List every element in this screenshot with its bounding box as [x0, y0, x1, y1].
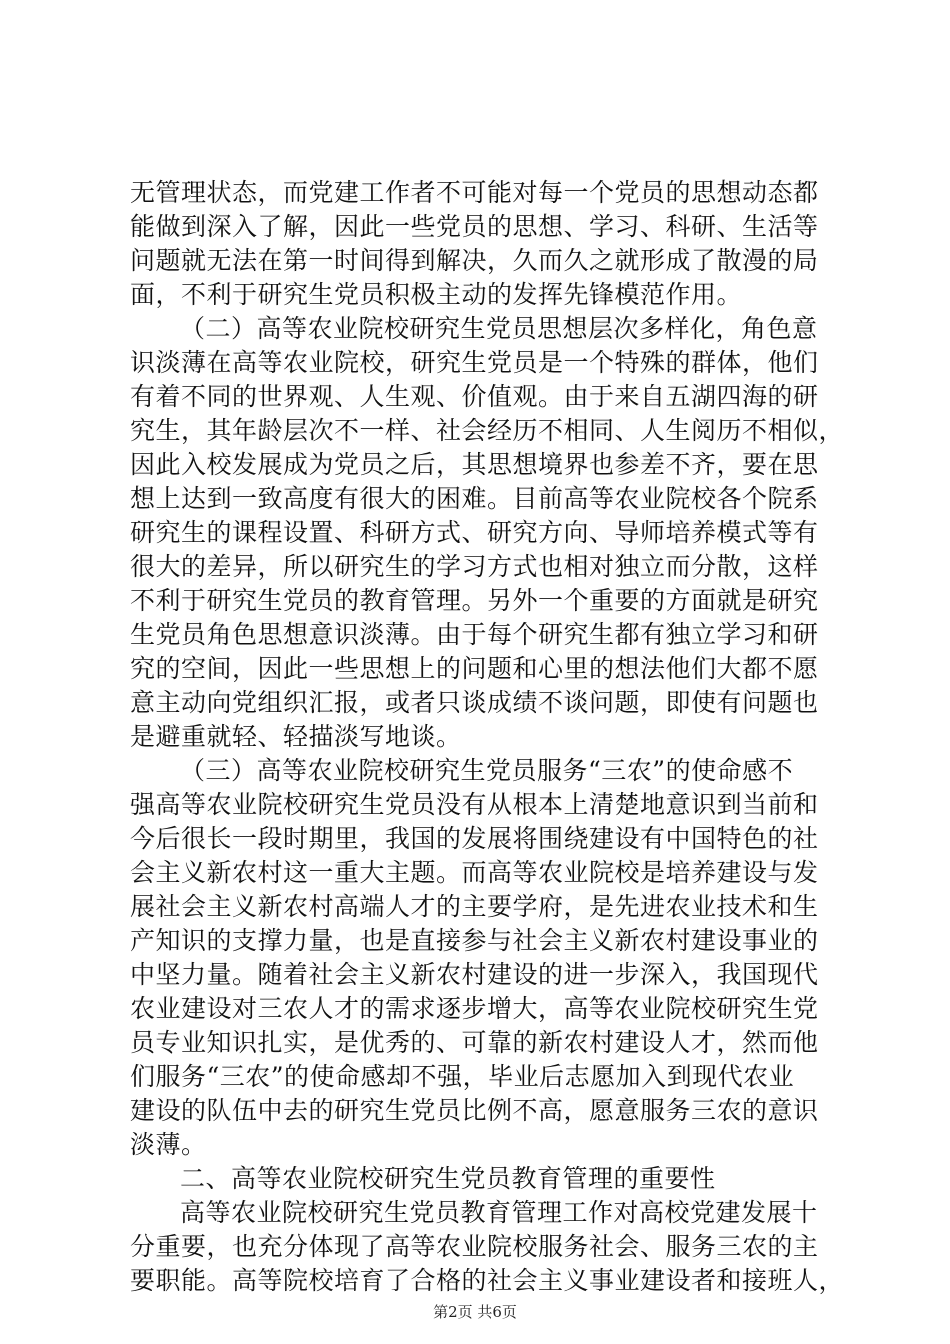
text-line: 产知识的支撑力量，也是直接参与社会主义新农村建设事业的 [130, 926, 819, 955]
text-line: 分重要，也充分体现了高等农业院校服务社会、服务三农的主 [130, 1232, 819, 1261]
text-line: 很大的差异，所以研究生的学习方式也相对独立而分散，这样 [130, 552, 819, 581]
section-heading-line: 二、高等农业院校研究生党员教育管理的重要性 [180, 1164, 716, 1193]
section-first-line: 高等农业院校研究生党员教育管理工作对高校党建发展十 [180, 1198, 818, 1227]
text-line: 有着不同的世界观、人生观、价值观。由于来自五湖四海的研 [130, 382, 819, 411]
text-line: 展社会主义新农村高端人才的主要学府，是先进农业技术和生 [130, 892, 819, 921]
text-line: 农业建设对三农人才的需求逐步增大，高等农业院校研究生党 [130, 994, 819, 1023]
text-line: 究的空间，因此一些思想上的问题和心里的想法他们大都不愿 [130, 654, 819, 683]
text-line: 识淡薄在高等农业院校，研究生党员是一个特殊的群体，他们 [130, 348, 819, 377]
text-line: 无管理状态，而党建工作者不可能对每一个党员的思想动态都 [130, 178, 819, 207]
section-heading-line: （二）高等农业院校研究生党员思想层次多样化，角色意 [180, 314, 818, 343]
text-line: 能做到深入了解，因此一些党员的思想、学习、科研、生活等 [130, 212, 819, 241]
text-line: 研究生的课程设置、科研方式、研究方向、导师培养模式等有 [130, 518, 819, 547]
text-line: 强高等农业院校研究生党员没有从根本上清楚地意识到当前和 [130, 790, 819, 819]
text-line: 想上达到一致高度有很大的困难。目前高等农业院校各个院系 [130, 484, 819, 513]
text-line: 中坚力量。随着社会主义新农村建设的进一步深入，我国现代 [130, 960, 819, 989]
text-line: 们服务“三农”的使命感却不强，毕业后志愿加入到现代农业 [130, 1062, 795, 1091]
text-line: 今后很长一段时期里，我国的发展将围绕建设有中国特色的社 [130, 824, 819, 853]
text-line: 会主义新农村这一重大主题。而高等农业院校是培养建设与发 [130, 858, 819, 887]
text-line: 问题就无法在第一时间得到解决，久而久之就形成了散漫的局 [130, 246, 819, 275]
text-line: 不利于研究生党员的教育管理。另外一个重要的方面就是研究 [130, 586, 819, 615]
text-line: 因此入校发展成为党员之后，其思想境界也参差不齐，要在思 [130, 450, 819, 479]
text-line: 淡薄。 [130, 1130, 207, 1159]
text-line: 究生，其年龄层次不一样、社会经历不相同、人生阅历不相似， [130, 416, 845, 445]
section-heading-line: （三）高等农业院校研究生党员服务“三农”的使命感不 [180, 756, 794, 785]
text-line: 要职能。高等院校培育了合格的社会主义事业建设者和接班人， [130, 1266, 845, 1295]
text-line: 是避重就轻、轻描淡写地谈。 [130, 722, 462, 751]
text-line: 建设的队伍中去的研究生党员比例不高，愿意服务三农的意识 [130, 1096, 819, 1125]
text-line: 生党员角色思想意识淡薄。由于每个研究生都有独立学习和研 [130, 620, 819, 649]
page-number-footer: 第2页 共6页 [433, 1303, 517, 1321]
text-line: 意主动向党组织汇报，或者只谈成绩不谈问题，即使有问题也 [130, 688, 819, 717]
text-line: 面，不利于研究生党员积极主动的发挥先锋模范作用。 [130, 280, 743, 309]
text-line: 员专业知识扎实，是优秀的、可靠的新农村建设人才，然而他 [130, 1028, 819, 1057]
